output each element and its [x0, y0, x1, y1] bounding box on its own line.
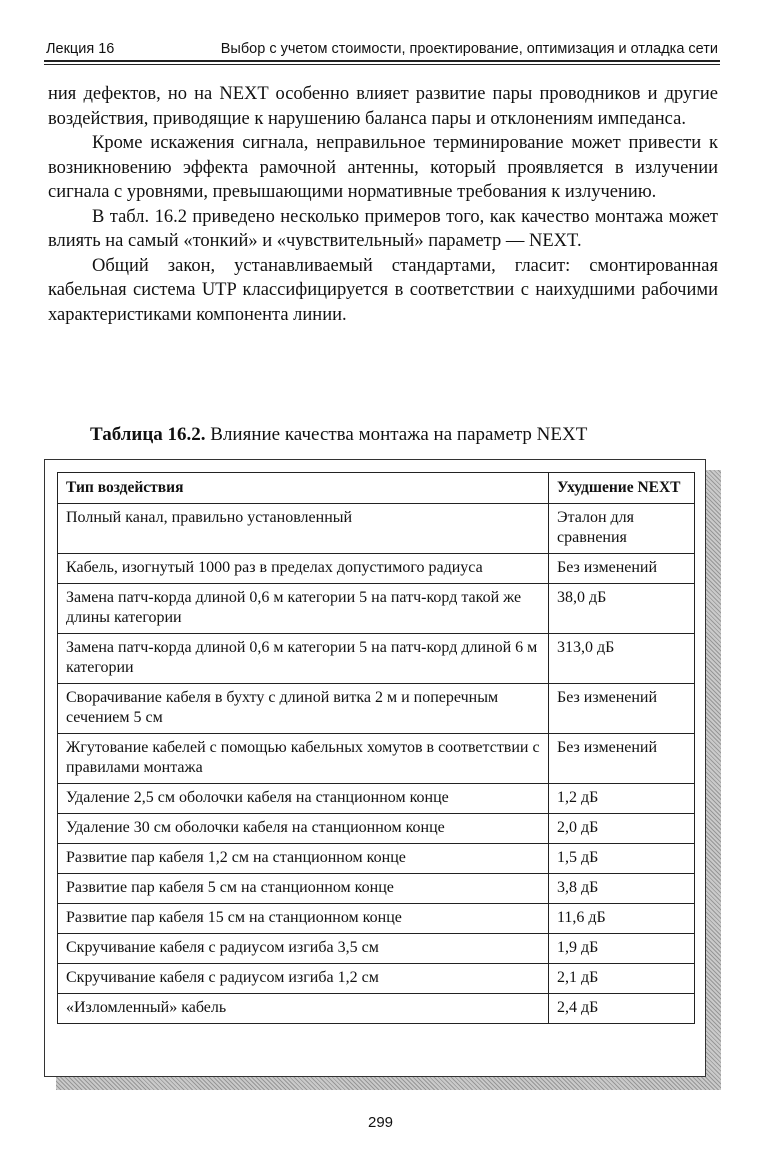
- next-degradation-cell: 2,1 дБ: [549, 964, 695, 994]
- impact-type-cell: Развитие пар кабеля 1,2 см на станционном конце: [58, 844, 549, 874]
- next-degradation-cell: Без изменений: [549, 734, 695, 784]
- impact-type-cell: Сворачивание кабеля в бухту с длиной витка 2 м и поперечным сечением 5 см: [58, 684, 549, 734]
- next-degradation-cell: 3,8 дБ: [549, 874, 695, 904]
- chapter-topic: Выбор с учетом стоимости, проектирование, оптимизация и отладка сети: [220, 41, 718, 57]
- paragraph: ния дефектов, но на NEXT особенно влияет развитие пары проводников и другие воздействия, приводящие к нарушению баланса пары и отклонениям импеданса.: [48, 84, 718, 129]
- table-row: [58, 684, 695, 734]
- table-row: [58, 634, 695, 684]
- impact-type-cell: Жгутование кабелей с помощью кабельных хомутов в соответствии с правилами монтажа: [58, 734, 549, 784]
- paragraph: В табл. 16.2 приведено несколько примеров того, как качество монтажа может влиять на самый «тонкий» и «чувствительный» параметр — NEXT.: [48, 206, 718, 251]
- next-degradation-cell: Без изменений: [549, 554, 695, 584]
- table-row: [58, 554, 695, 584]
- next-degradation-cell: 38,0 дБ: [549, 584, 695, 634]
- table-row: [58, 584, 695, 634]
- next-degradation-cell: 1,2 дБ: [549, 784, 695, 814]
- column-header: Ухудшение NEXT: [549, 473, 695, 504]
- next-degradation-cell: 2,4 дБ: [549, 994, 695, 1024]
- impact-type-cell: Полный канал, правильно установленный: [58, 504, 549, 554]
- table-row: [58, 964, 695, 994]
- table-row: [58, 784, 695, 814]
- impact-type-cell: Развитие пар кабеля 5 см на станционном конце: [58, 874, 549, 904]
- table-row: [58, 844, 695, 874]
- table-row: [58, 994, 695, 1024]
- lecture-label: Лекция 16: [46, 41, 115, 57]
- impact-type-cell: Развитие пар кабеля 15 см на станционном конце: [58, 904, 549, 934]
- table-body: [58, 504, 695, 1024]
- running-header: [44, 38, 720, 62]
- body-text: [48, 82, 718, 327]
- next-degradation-cell: 1,5 дБ: [549, 844, 695, 874]
- table-row: [58, 814, 695, 844]
- impact-type-cell: Замена патч-корда длиной 0,6 м категории 5 на патч-корд такой же длины категории: [58, 584, 549, 634]
- page-number: 299: [367, 1114, 394, 1131]
- next-table: [57, 472, 695, 1024]
- table-row: [58, 904, 695, 934]
- impact-type-cell: Удаление 2,5 см оболочки кабеля на станционном конце: [58, 784, 549, 814]
- paragraph: Кроме искажения сигнала, неправильное терминирование может привести к возникновению эффекта рамочной антенны, который проявляется в излучении сигнала с уровнями, превышающими нормативные требования к излучению.: [48, 133, 718, 202]
- next-degradation-cell: Эталон для сравнения: [549, 504, 695, 554]
- table-row: [58, 874, 695, 904]
- table-caption-label: Таблица 16.2.: [90, 424, 206, 445]
- impact-type-cell: Скручивание кабеля с радиусом изгиба 3,5 см: [58, 934, 549, 964]
- next-degradation-cell: 313,0 дБ: [549, 634, 695, 684]
- impact-type-cell: Удаление 30 см оболочки кабеля на станционном конце: [58, 814, 549, 844]
- table-row: [58, 734, 695, 784]
- impact-type-cell: Скручивание кабеля с радиусом изгиба 1,2 см: [58, 964, 549, 994]
- impact-type-cell: Замена патч-корда длиной 0,6 м категории 5 на патч-корд длиной 6 м категории: [58, 634, 549, 684]
- next-degradation-cell: Без изменений: [549, 684, 695, 734]
- table-header-row: [58, 473, 695, 504]
- paragraph: Общий закон, устанавливаемый стандартами, гласит: смонтированная кабельная система UTP классифицируется в соответствии с наихудшими рабочими характеристиками компонента линии.: [48, 255, 718, 325]
- next-degradation-cell: 1,9 дБ: [549, 934, 695, 964]
- impact-type-cell: «Изломленный» кабель: [58, 994, 549, 1024]
- table-frame: [44, 459, 706, 1077]
- table-caption: [90, 422, 710, 448]
- impact-type-cell: Кабель, изогнутый 1000 раз в пределах допустимого радиуса: [58, 554, 549, 584]
- next-degradation-cell: 11,6 дБ: [549, 904, 695, 934]
- table-row: [58, 504, 695, 554]
- next-degradation-cell: 2,0 дБ: [549, 814, 695, 844]
- table-row: [58, 934, 695, 964]
- table-caption-text: Влияние качества монтажа на параметр NEXT: [210, 424, 588, 445]
- column-header: Тип воздействия: [58, 473, 549, 504]
